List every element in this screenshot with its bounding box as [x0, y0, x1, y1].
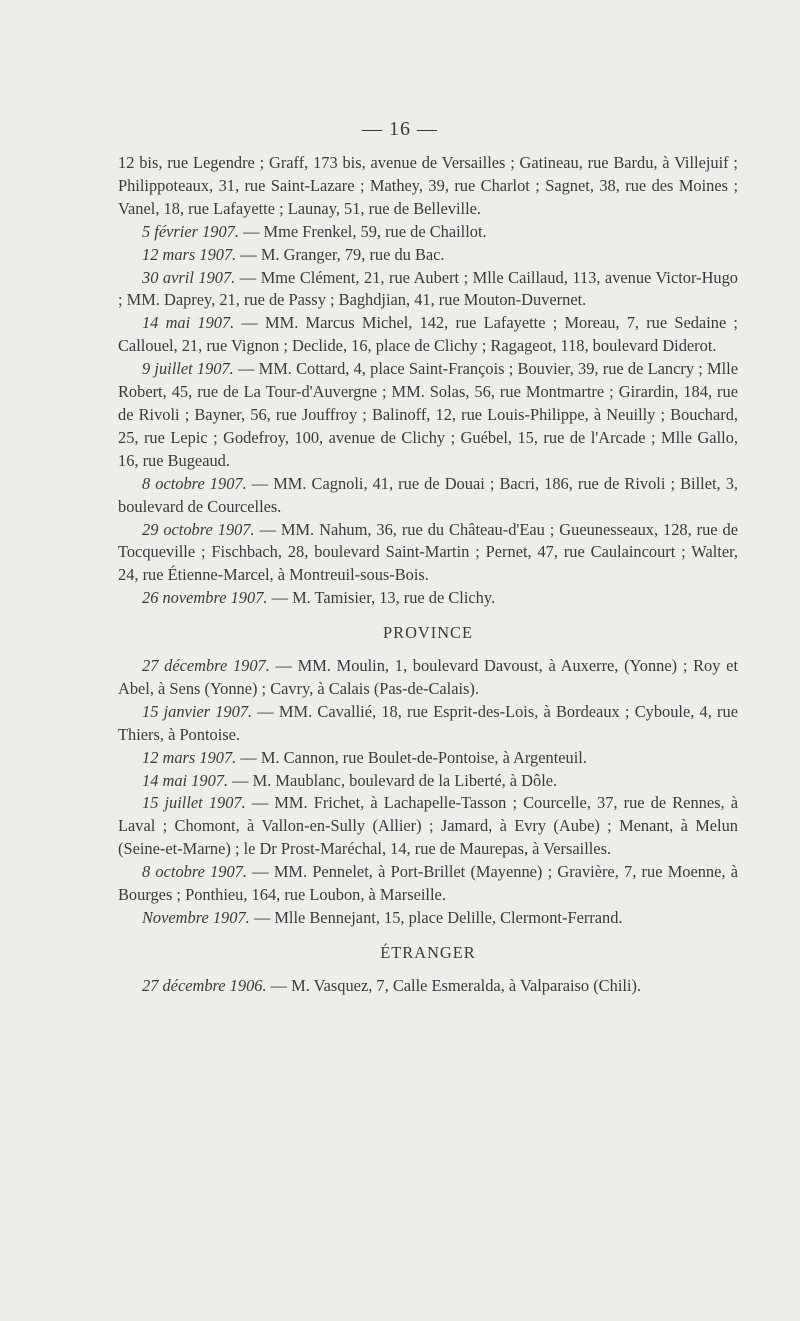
- entry-date: 27 décembre 1907.: [142, 656, 270, 676]
- entry-paragraph: [118, 975, 738, 998]
- entry-date: 29 octobre 1907.: [142, 519, 255, 539]
- entry-date: Novembre 1907.: [142, 908, 250, 927]
- entry-text: — MM. Frichet, à Lachapelle-Tasson ; Courcelle, 37, rue de Rennes, à Laval ; Chomont, à Vallon-en-Sully (Allier) ; Jamard, à Evry (Aube) ; Menant, à Melun (Seine-et-Marne) ; le Dr Prost-Maréchal, 14, rue de Maurepas, à Versailles.: [118, 793, 738, 859]
- entry-text: — Mme Clément, 21, rue Aubert ; Mlle Caillaud, 113, avenue Victor-Hugo ; MM. Daprey, 21, rue de Passy ; Baghdjian, 41, rue Mouton-Duvernet.: [118, 267, 739, 310]
- entry-paragraph: [118, 152, 738, 221]
- entry-date: 8 octobre 1907.: [142, 473, 247, 493]
- entry-text: — MM. Pennelet, à Port-Brillet (Mayenne) ; Gravière, 7, rue Moenne, à Bourges ; Ponthieu, 164, rue Loubon, à Marseille.: [118, 862, 739, 905]
- entry-text: — MM. Moulin, 1, boulevard Davoust, à Auxerre, (Yonne) ; Roy et Abel, à Sens (Yonne) ; Cavry, à Calais (Pas-de-Calais).: [118, 656, 738, 698]
- entry-date: 30 avril 1907.: [142, 267, 236, 287]
- paris-entries: [118, 152, 738, 610]
- entry-text: 12 bis, rue Legendre ; Graff, 173 bis, avenue de Versailles ; Gatineau, rue Bardu, à Villejuif ; Philippoteaux, 31, rue Saint-Lazare ; Mathey, 39, rue Charlot ; Sagnet, 38, rue des Moines ; Vanel, 18, rue Lafayette ; Launay, 51, rue de Belleville.: [118, 153, 738, 218]
- entry-date: 15 janvier 1907.: [142, 701, 253, 721]
- province-heading: PROVINCE: [383, 623, 473, 643]
- entry-paragraph: [118, 312, 738, 358]
- entry-text: — MM. Cottard, 4, place Saint-François ; Bouvier, 39, rue de Lancry ; Mlle Robert, 45, rue de La Tour-d'Auvergne ; MM. Solas, 56, rue Montmartre ; Girardin, 184, rue de Rivoli ; Bayner, 56, rue Jouffroy ; Balinoff, 12, rue Louis-Philippe, à Neuilly ; Bouchard, 25, rue Lepic ; Godefroy, 100, avenue de Clichy ; Guébel, 15, rue de l'Arcade ; Mlle Gallo, 16, rue Bugeaud.: [118, 359, 738, 470]
- entry-paragraph: [118, 244, 738, 267]
- entry-paragraph: [118, 267, 738, 313]
- entry-date: 12 mars 1907.: [142, 244, 237, 264]
- page-number: — 16 —: [362, 118, 438, 140]
- entry-paragraph: [118, 907, 738, 930]
- entry-paragraph: [118, 519, 738, 588]
- entry-date: 26 novembre 1907.: [142, 588, 268, 608]
- entry-paragraph: [118, 861, 738, 907]
- entry-paragraph: [118, 701, 738, 747]
- entry-text: — Mme Frenkel, 59, rue de Chaillot.: [238, 221, 487, 241]
- entry-paragraph: [118, 747, 738, 770]
- entry-date: 12 mars 1907.: [142, 747, 237, 767]
- entry-date: 5 février 1907.: [142, 221, 239, 241]
- entry-paragraph: [118, 358, 738, 473]
- entry-text: — MM. Cagnoli, 41, rue de Douai ; Bacri, 186, rue de Rivoli ; Billet, 3, boulevard de Courcelles.: [118, 473, 738, 516]
- entry-text: — Mlle Bennejant, 15, place Delille, Clermont-Ferrand.: [249, 908, 623, 927]
- entry-paragraph: [118, 655, 738, 701]
- entry-date: 15 juillet 1907.: [142, 793, 246, 813]
- entry-text: — M. Maublanc, boulevard de la Liberté, à Dôle.: [228, 770, 558, 790]
- entry-date: 14 mai 1907.: [142, 770, 229, 790]
- entry-paragraph: [118, 473, 738, 519]
- entry-paragraph: [118, 792, 738, 861]
- entry-paragraph: [118, 770, 738, 793]
- entry-date: 9 juillet 1907.: [142, 359, 234, 379]
- entry-paragraph: [118, 221, 738, 244]
- etranger-heading: ÉTRANGER: [380, 942, 476, 962]
- entry-paragraph: [118, 587, 738, 610]
- entry-text: — M. Vasquez, 7, Calle Esmeralda, à Valparaiso (Chili).: [266, 975, 642, 995]
- entry-text: — M. Tamisier, 13, rue de Clichy.: [267, 588, 496, 608]
- entry-text: — MM. Marcus Michel, 142, rue Lafayette ; Moreau, 7, rue Sedaine ; Callouel, 21, rue Vignon ; Declide, 16, place de Clichy ; Ragageot, 118, boulevard Diderot.: [118, 313, 738, 356]
- etranger-entries: [118, 975, 738, 998]
- entry-text: — M. Granger, 79, rue du Bac.: [236, 244, 445, 264]
- entry-date: 14 mai 1907.: [142, 313, 235, 333]
- entry-text: — MM. Cavallié, 18, rue Esprit-des-Lois, à Bordeaux ; Cyboule, 4, rue Thiers, à Pontoise.: [118, 701, 738, 744]
- body-text: [118, 152, 738, 998]
- entry-date: 8 octobre 1907.: [142, 862, 247, 882]
- entry-text: — MM. Nahum, 36, rue du Château-d'Eau ; Gueunesseaux, 128, rue de Tocqueville ; Fischbach, 28, boulevard Saint-Martin ; Pernet, 47, rue Caulaincourt ; Walter, 24, rue Étienne-Marcel, à Montreuil-sous-Bois.: [118, 519, 738, 585]
- entry-date: 27 décembre 1906.: [142, 975, 267, 995]
- entry-text: — M. Cannon, rue Boulet-de-Pontoise, à Argenteuil.: [236, 747, 587, 767]
- province-entries: [118, 655, 738, 930]
